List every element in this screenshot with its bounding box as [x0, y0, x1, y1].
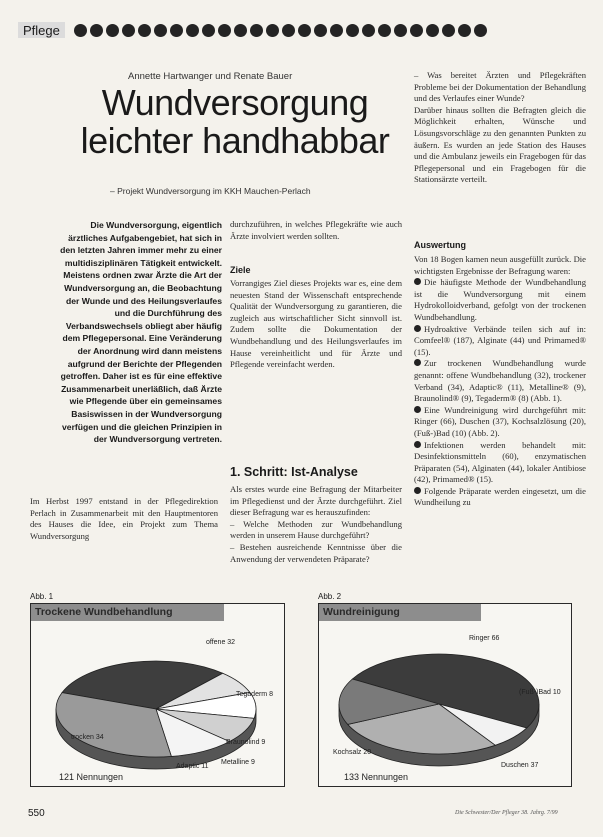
lead-paragraph: Die Wundversorgung, eigentlich ärztliches Aufgabengebiet, hat sich in den letzten Jahren immer mehr zu einer multidisziplinären Tätigkeit entwickelt. Meistens ordnen zwar Ärzte die Art der Wundversorgung an, die Beobachtung der Wunde und des Heilungsverlaufes und die Durchführung des Verbandswechsels obliegt aber häufig dem Pflegepersonal. Eine Veränderung der Anordnung wird dann meistens aufgrund der Berichte der Pflegenden getroffen. Daher ist es für eine effektive Zusammenarbeit unerläßlich, daß Ärzte wie Pflegende über ein gemeinsames Basiswissen in der Wundversorgung verfügen und die gleichen Prinzipien in der Wundversorgung vertreten.: [60, 220, 222, 445]
figure-1-label: Abb. 1: [30, 592, 54, 601]
result-text: Infektionen werden behandelt mit: Desinfektionsmitteln (60), enzymatischen Präparaten (54), Alginaten (44), lokaler Antibiose (42), Primamed® (15).: [414, 439, 586, 485]
dot-ornament: [314, 24, 327, 37]
heading-ziele: Ziele: [230, 265, 251, 275]
pie-label: Ringer 66: [469, 635, 500, 642]
dot-ornament: [266, 24, 279, 37]
dot-ornament: [426, 24, 439, 37]
column3-top: [414, 70, 586, 186]
dot-ornament: [90, 24, 103, 37]
dot-ornament: [330, 24, 343, 37]
dot-ornament: [474, 24, 487, 37]
result-item: [414, 324, 586, 359]
column2-ziele-text: Vorrangiges Ziel dieses Projekts war es, eine dem neuesten Stand der Wissenschaft entsprechende Qualität der Wundversorgung zu garantieren, die zugleich aus wirtschaftlicher Sicht sinnvoll ist. Zudem sollte die Dokumentation der Wundbehandlung und des Heilungsverlaufes im Hause vereinheitlicht und für Ärzte und Pflegende vereinfacht werden.: [230, 278, 402, 370]
pie-label: Tegaderm 8: [236, 691, 273, 698]
pie-label: Braunolind 9: [226, 739, 266, 746]
bullet-icon: [414, 278, 421, 285]
column3-auswertung: [414, 254, 586, 509]
bullet-icon: [414, 441, 421, 448]
title-line-2: leichter handhabbar: [80, 120, 390, 161]
pie-label: Adaptic 11: [176, 763, 209, 770]
footer-citation: Die Schwester/Der Pfleger 38. Jahrg. 7/99: [455, 810, 558, 816]
figure-2-title: Wundreinigung: [319, 604, 481, 621]
bullet-icon: [414, 406, 421, 413]
dot-ornament: [298, 24, 311, 37]
pie-label: offene 32: [206, 639, 236, 646]
column1-text: Im Herbst 1997 entstand in der Pflegedirektion Perlach in Zusammenarbeit mit den Hauptmentoren des Hauses die Idee, ein Projekt zum Thema Wundversorgung: [30, 496, 218, 541]
bullet-icon: [414, 359, 421, 366]
column2-ist-analyse: [230, 484, 402, 565]
dot-ornament: [122, 24, 135, 37]
result-item: [414, 277, 586, 323]
result-text: Eine Wundreinigung wird durchgeführt mit: Ringer (66), Duschen (37), Kochsalzlösung (20), (Fuß-)Bad (10) (Abb. 2).: [414, 404, 586, 438]
column2-intro: durchzuführen, in welches Pflegekräfte wie auch Ärzte involviert werden sollten.: [230, 219, 402, 241]
section-label: Pflege: [18, 22, 65, 38]
figure-1: [30, 603, 285, 787]
page-number: 550: [28, 808, 45, 819]
pie-count-note: 121 Nennungen: [59, 772, 124, 782]
bullet-icon: [414, 487, 421, 494]
dot-ornament: [250, 24, 263, 37]
result-text: Die häufigste Methode der Wundbehandlung ist die Wundversorgung mit einem Hydrokolloidverband, gefolgt von der trockenen Wundbehandlung.: [414, 277, 586, 322]
heading-auswertung: Auswertung: [414, 240, 467, 250]
dot-ornament: [362, 24, 375, 37]
dot-ornament: [106, 24, 119, 37]
dot-ornament: [170, 24, 183, 37]
heading-schritt-1: 1. Schritt: Ist-Analyse: [230, 465, 358, 479]
pie-chart-2: [319, 604, 571, 786]
article-subtitle: – Projekt Wundversorgung im KKH Mauchen-Perlach: [110, 186, 311, 196]
pie-label: (Fuß-)Bad 10: [519, 689, 561, 696]
dot-ornament: [218, 24, 231, 37]
dot-ornament: [346, 24, 359, 37]
pie-label: Metalline 9: [221, 759, 255, 766]
pie-label: Kochsalz 20: [333, 749, 372, 756]
question-1: – Welche Methoden zur Wundbehandlung werden in unserem Hause durchgeführt?: [230, 518, 402, 541]
pie-label: Duschen 37: [501, 762, 539, 769]
result-item: [414, 405, 586, 440]
article-title: [70, 84, 400, 160]
dot-ornament: [138, 24, 151, 37]
dot-ornament: [282, 24, 295, 37]
figure-2-label: Abb. 2: [318, 592, 342, 601]
figure-1-title: Trockene Wundbehandlung: [31, 604, 224, 621]
dot-ornament: [234, 24, 247, 37]
section-dot-rule: [74, 24, 584, 38]
result-text: Zur trockenen Wundbehandlung wurde genannt: offene Wundbehandlung (32), trockener Verband (34), Adaptic® (11), Metalline® (9), Braunolind® (9), Tegaderm® (8) (Abb. 1).: [414, 358, 586, 404]
dot-ornament: [154, 24, 167, 37]
result-item: [414, 486, 586, 509]
pie-count-note: 133 Nennungen: [344, 772, 409, 782]
authors: Annette Hartwanger und Renate Bauer: [128, 71, 293, 82]
dot-ornament: [74, 24, 87, 37]
bullet-icon: [414, 325, 421, 332]
dot-ornament: [442, 24, 455, 37]
title-line-1: Wundversorgung: [101, 82, 369, 123]
figure-2: [318, 603, 572, 787]
result-item: [414, 440, 586, 486]
dot-ornament: [394, 24, 407, 37]
result-item: [414, 358, 586, 404]
dot-ornament: [458, 24, 471, 37]
pie-label: trocken 34: [71, 734, 104, 741]
result-text: Folgende Präparate werden eingesetzt, um die Wundheilung zu: [414, 485, 586, 508]
ist-analyse-text: Als erstes wurde eine Befragung der Mitarbeiter im Pflegedienst und der Ärzte durchgeführt. Ziel dieser Befragung war es herauszufinden:: [230, 484, 402, 518]
dot-ornament: [410, 24, 423, 37]
dot-ornament: [186, 24, 199, 37]
dot-ornament: [202, 24, 215, 37]
auswertung-text: Von 18 Bogen kamen neun ausgefüllt zurück. Die wichtigsten Ergebnisse der Befragung waren:: [414, 254, 586, 276]
pie-chart-1: [31, 604, 284, 786]
result-text: Hydroaktive Verbände teilen sich auf in: Comfeel® (187), Alginate (44) und Primamed® (15).: [414, 323, 586, 357]
dot-ornament: [378, 24, 391, 37]
question-3: – Was bereitet Ärzten und Pflegekräften Probleme bei der Dokumentation der Behandlung und des Verlaufes einer Wunde?: [414, 70, 586, 104]
column3-text: Darüber hinaus sollten die Befragten gleich die Möglichkeit erhalten, Wünsche und Lösungsvorschläge zu den genannten Punkten zu äußern. Es wurden an jede Station des Hauses und die Ambulanz jeweils ein Fragebogen für das Pflegepersonal und ein Fragebogen für die Stationsärzte verteilt.: [414, 104, 586, 185]
question-2: – Bestehen ausreichende Kenntnisse über die Anwendung der verwendeten Präparate?: [230, 541, 402, 564]
